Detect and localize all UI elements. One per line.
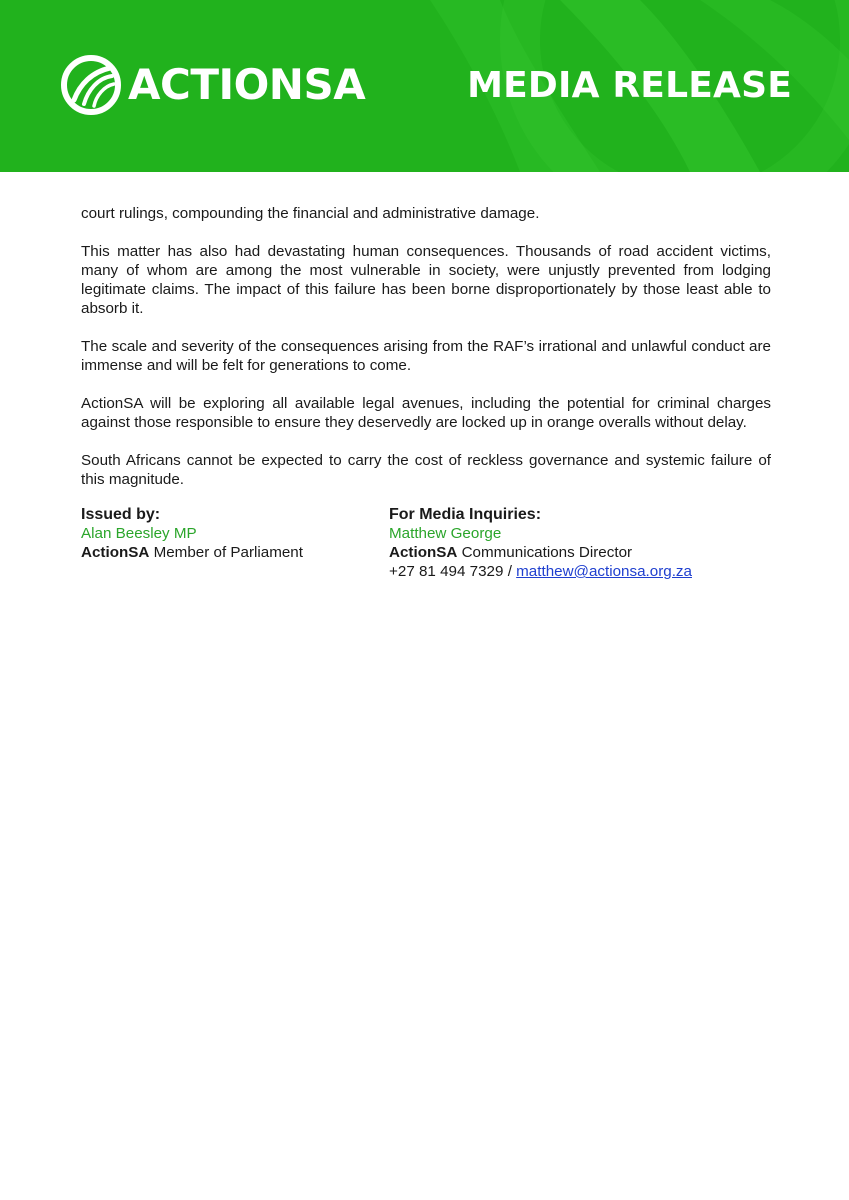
- contact-email-link[interactable]: matthew@actionsa.org.za: [516, 563, 692, 580]
- issuer-name: Alan Beesley MP: [81, 525, 197, 542]
- contact-name: Matthew George: [389, 525, 502, 542]
- contact-phone: +27 81 494 7329: [389, 563, 504, 580]
- logo-text: ACTIONSA: [128, 60, 366, 109]
- actionsa-logo: [60, 54, 365, 116]
- contact-separator: /: [507, 563, 512, 580]
- issued-by-block: [81, 505, 389, 581]
- issuer-role-line: [81, 543, 389, 562]
- issued-by-heading: Issued by:: [81, 506, 161, 523]
- media-inquiries-block: [389, 505, 692, 581]
- issuer-role: Member of Parliament: [153, 544, 303, 561]
- contact-role: Communications Director: [461, 544, 633, 561]
- media-release-title: MEDIA RELEASE: [467, 65, 792, 106]
- body-paragraph: court rulings, compounding the financial and administrative damage.: [81, 205, 540, 222]
- body-paragraph: The scale and severity of the consequences arising from the RAF’s irrational and unlawful conduct are immense and will be felt for generations to come.: [81, 338, 771, 374]
- issuer-org: ActionSA: [81, 544, 150, 561]
- contact-role-line: [389, 543, 692, 562]
- contact-org: ActionSA: [389, 544, 458, 561]
- media-inquiries-heading: For Media Inquiries:: [389, 506, 542, 523]
- body-paragraph: South Africans cannot be expected to carry the cost of reckless governance and systemic failure of this magnitude.: [81, 452, 771, 488]
- contact-section: [81, 505, 781, 581]
- body-paragraph: This matter has also had devastating human consequences. Thousands of road accident victims, many of whom are among the most vulnerable in society, were unjustly prevented from lodging legitimate claims. The impact of this failure has been borne disproportionately by those least able to absorb it.: [81, 243, 771, 317]
- body-paragraph: ActionSA will be exploring all available legal avenues, including the potential for criminal charges against those responsible to ensure they deservedly are locked up in orange overalls without delay.: [81, 395, 771, 431]
- header-banner: [0, 0, 849, 172]
- contact-details-line: [389, 562, 692, 581]
- release-body: [81, 204, 771, 508]
- actionsa-logo-icon: [60, 54, 122, 116]
